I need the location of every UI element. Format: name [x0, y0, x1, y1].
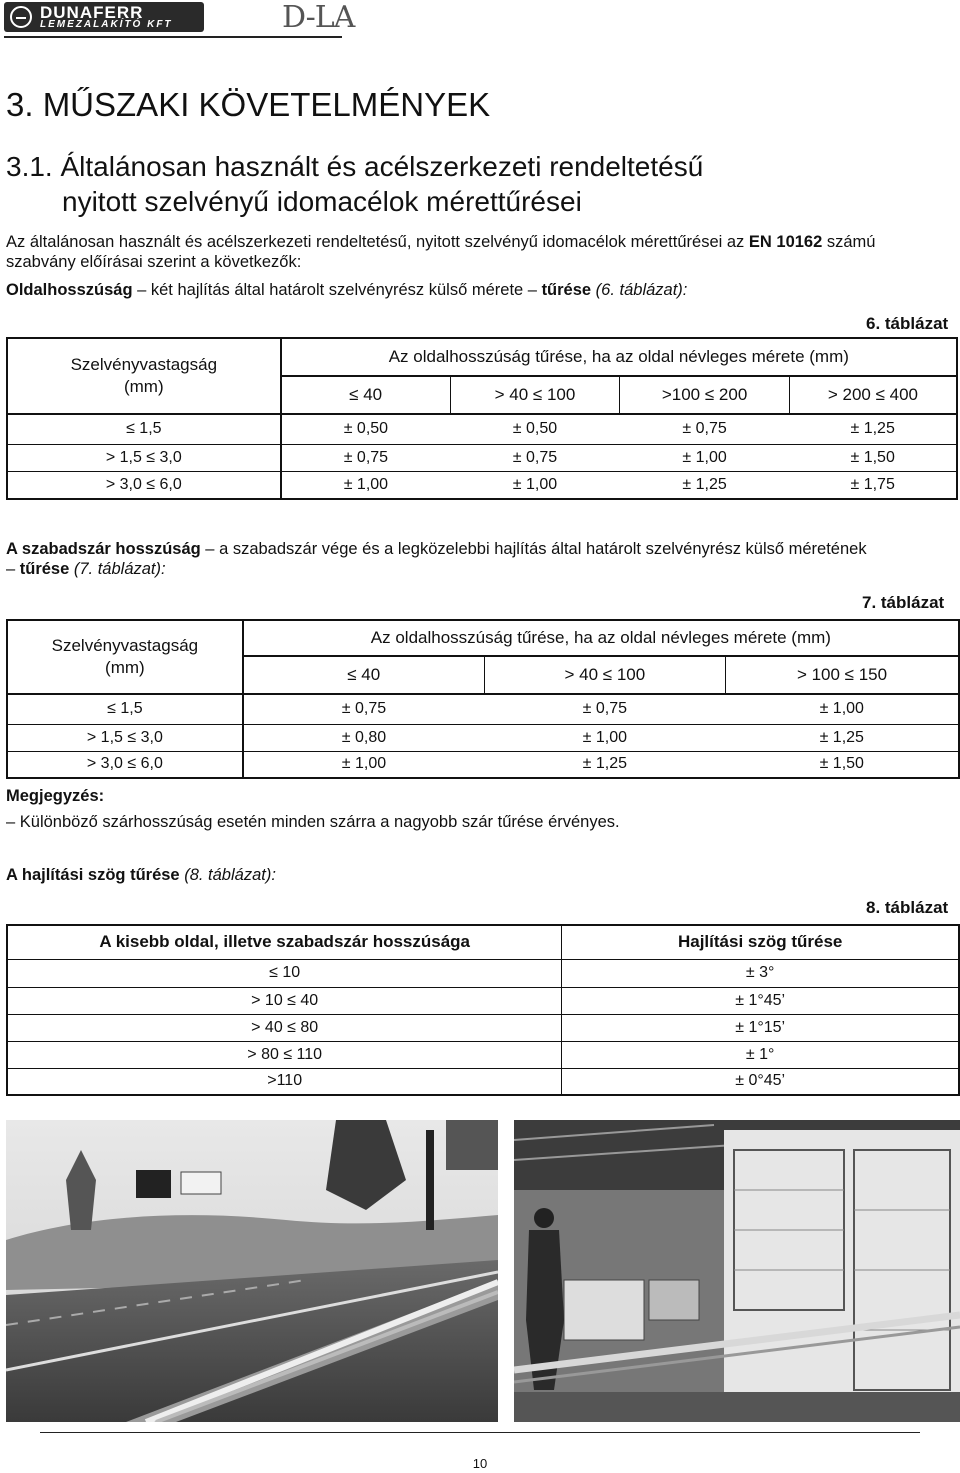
- table8-row-label: > 80 ≤ 110: [7, 1041, 562, 1068]
- table6-cell: ± 0,75: [450, 444, 620, 471]
- logo-name: DUNAFERR: [40, 3, 144, 22]
- szabad-tures: tűrése: [19, 560, 70, 578]
- table7-row: [7, 751, 959, 778]
- intro-standard: EN 10162: [748, 233, 823, 251]
- table6-cell: ± 0,50: [450, 414, 620, 444]
- photo-profile-machine: [514, 1120, 960, 1422]
- table6-cell: ± 1,25: [682, 475, 727, 493]
- table7-row: [7, 724, 959, 751]
- table6-cell: ± 1,25: [789, 414, 957, 444]
- factory-photo-drawing: [514, 1120, 960, 1422]
- szabad-ref: (7. táblázat):: [69, 560, 166, 578]
- table8-row-label: ≤ 10: [7, 959, 562, 987]
- table8-row: [7, 959, 959, 987]
- table7-cell: ± 1,00: [726, 694, 959, 724]
- table7-row-label: > 1,5 ≤ 3,0: [7, 724, 243, 751]
- oldal-ref: (6. táblázat):: [591, 281, 688, 299]
- table8-header-right: Hajlítási szög tűrése: [562, 925, 959, 959]
- intro-text-a: Az általánosan használt és acélszerkezeti rendeltetésű, nyitott szelvényű idomacélok mérettűrései az: [6, 233, 749, 251]
- table7-caption: 7. táblázat: [862, 593, 945, 612]
- table8-cell: ± 0°45’: [735, 1072, 786, 1090]
- hajl-term: A hajlítási szög tűrése: [6, 866, 180, 884]
- hajl-paragraph: [6, 865, 276, 885]
- highway-photo-drawing: [6, 1120, 498, 1422]
- table6-row: [7, 444, 957, 471]
- table6-cell: ± 1,00: [512, 475, 558, 493]
- table8-row-label: > 40 ≤ 80: [7, 1014, 562, 1041]
- table7-row-label: > 3,0 ≤ 6,0: [7, 751, 243, 778]
- subsection-title-line1: 3.1. Általánosan használt és acélszerkezeti rendeltetésű: [6, 151, 704, 182]
- section-title: 3. MŰSZAKI KÖVETELMÉNYEK: [6, 86, 491, 123]
- intro-text-c: szabvány előírásai szerint a következők:: [6, 253, 302, 271]
- table6-cell: ± 1,50: [789, 444, 957, 471]
- table8: [6, 924, 960, 1096]
- oldal-paragraph: [6, 280, 687, 300]
- table7-row: [7, 694, 959, 724]
- table6-row-label: ≤ 1,5: [7, 414, 281, 444]
- szabad-term: A szabadszár hosszúság: [6, 540, 201, 558]
- table8-cell: ± 3°: [562, 959, 959, 987]
- table8-caption: 8. táblázat: [866, 898, 949, 917]
- oldal-text: – két hajlítás által határolt szelvényrész külső mérete –: [132, 281, 542, 299]
- photo-highway-guardrail: [6, 1120, 498, 1422]
- table7-col-header: ≤ 40: [243, 656, 484, 694]
- table7-cell: ± 1,25: [582, 755, 628, 773]
- table6-row-label: > 1,5 ≤ 3,0: [7, 444, 281, 471]
- logo-subtitle: LEMEZALAKÍTÓ KFT: [40, 19, 173, 30]
- dla-logo-mark: D-LA: [282, 0, 355, 35]
- table7-cell: ± 1,25: [726, 724, 959, 751]
- footer-divider: [40, 1432, 920, 1433]
- table6-col-header: >100 ≤ 200: [620, 376, 790, 414]
- oldal-term: Oldalhosszúság: [6, 281, 133, 299]
- subsection-title-line2: nyitott szelvényű idomacélok mérettűrései: [62, 186, 582, 217]
- table8-row: [7, 1041, 959, 1068]
- table7-col-header: > 100 ≤ 150: [726, 656, 959, 694]
- table6-cell: ± 0,75: [620, 414, 790, 444]
- table7-row-header-line2: (mm): [105, 658, 145, 677]
- table6-row-header: [7, 338, 281, 414]
- table8-row: [7, 1068, 959, 1095]
- table7-row-header: [7, 620, 243, 694]
- table6-row-header-line1: Szelvényvastagság: [70, 355, 218, 374]
- page-number: 10: [472, 1456, 488, 1471]
- table8-row: [7, 987, 959, 1014]
- table7-group-header: Az oldalhosszúság tűrése, ha az oldal névleges mérete (mm): [243, 620, 959, 656]
- table6-group-header: Az oldalhosszúság tűrése, ha az oldal névleges mérete (mm): [281, 338, 957, 376]
- table8-cell: ± 1°15’: [562, 1014, 959, 1041]
- table7-cell: ± 1,00: [341, 755, 387, 773]
- note-label: Megjegyzés:: [6, 787, 105, 805]
- table7-col-header: > 40 ≤ 100: [484, 656, 725, 694]
- table6-cell: ± 1,00: [343, 475, 389, 493]
- table7-row-header-line1: Szelvényvastagság: [51, 636, 199, 655]
- table6-col-header: ≤ 40: [281, 376, 451, 414]
- table7-row-label: ≤ 1,5: [7, 694, 243, 724]
- table6-cell: ± 0,50: [281, 414, 451, 444]
- table8-row: [7, 1014, 959, 1041]
- szabad-paragraph: [6, 539, 958, 579]
- szabad-text: – a szabadszár vége és a legközelebbi hajlítás által határolt szelvényrész külső méretének: [200, 540, 867, 558]
- table6-row: [7, 414, 957, 444]
- intro-text-b: számú: [822, 233, 876, 251]
- table6-cell: ± 1,00: [620, 444, 790, 471]
- table7-cell: ± 1,00: [484, 724, 725, 751]
- table6-row-header-line2: (mm): [123, 377, 164, 396]
- table6-row: [7, 471, 957, 499]
- hajl-ref: (8. táblázat):: [179, 866, 276, 884]
- table7-cell: ± 0,75: [484, 694, 725, 724]
- table8-row-label: > 10 ≤ 40: [7, 987, 562, 1014]
- note-text: – Különböző szárhosszúság esetén minden szárra a nagyobb szár tűrése érvényes.: [6, 813, 620, 831]
- table6-col-header: > 40 ≤ 100: [450, 376, 620, 414]
- oldal-tures: tűrése: [541, 281, 592, 299]
- table7-cell: ± 0,80: [243, 724, 484, 751]
- table8-header-left: A kisebb oldal, illetve szabadszár hosszúsága: [7, 925, 562, 959]
- intro-paragraph: [6, 232, 956, 272]
- table6-cell: ± 0,75: [281, 444, 451, 471]
- table6-col-header: > 200 ≤ 400: [789, 376, 957, 414]
- table7-cell: ± 0,75: [243, 694, 484, 724]
- logo-emblem-icon: [10, 6, 32, 28]
- table6-cell: ± 1,75: [850, 475, 895, 493]
- table8-row-label: >110: [7, 1068, 562, 1095]
- table6-row-label: > 3,0 ≤ 6,0: [7, 471, 281, 499]
- szabad-dash: –: [6, 560, 20, 578]
- table6: [6, 337, 958, 500]
- table6-caption: 6. táblázat: [866, 314, 949, 333]
- table7-cell: ± 1,50: [819, 755, 864, 773]
- table8-cell: ± 1°: [562, 1041, 959, 1068]
- table8-cell: ± 1°45’: [562, 987, 959, 1014]
- table7: [6, 619, 960, 779]
